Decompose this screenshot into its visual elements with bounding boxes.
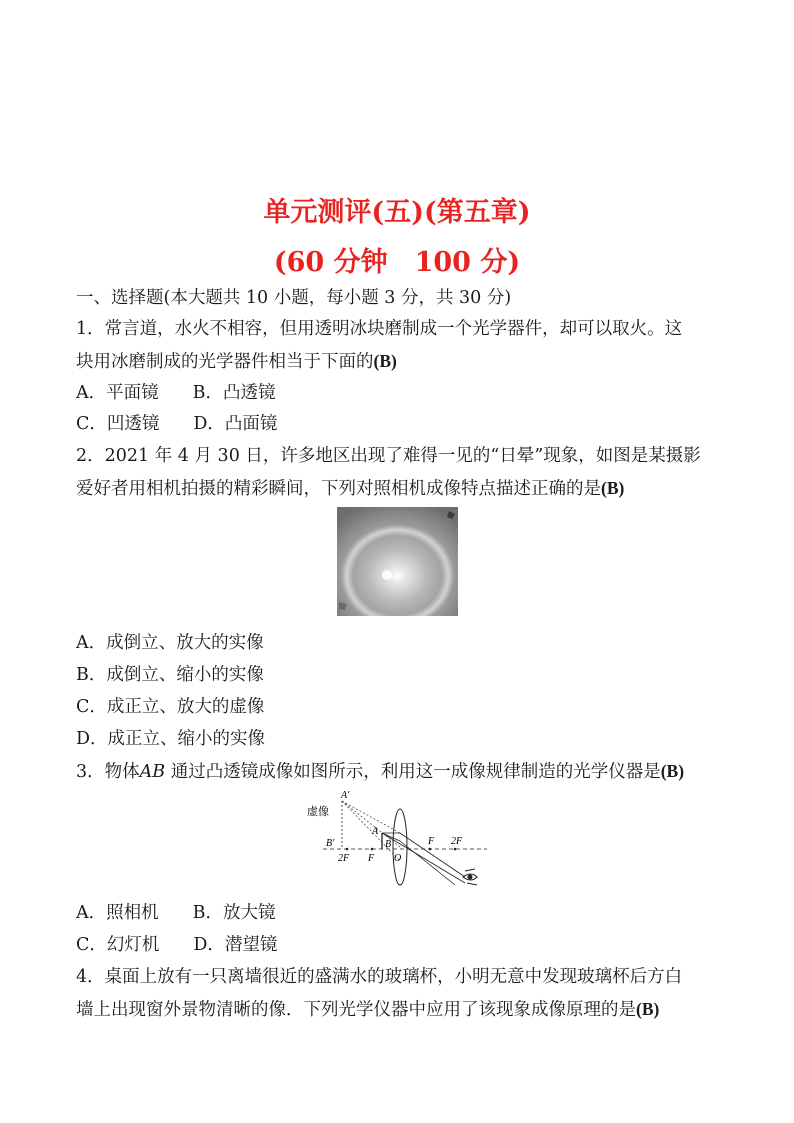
label-f-left: F [368,853,375,864]
q3-option-d: D．潜望镜 [193,935,278,955]
q2-option-c: C．成正立、放大的虚像 [76,697,265,717]
q1-line2-text: 块用冰磨制成的光学器件相当于下面的 [76,352,374,372]
q2-answer: (B) [601,478,625,498]
q2-option-a: A．成倒立、放大的实像 [76,633,264,653]
q1-line2 [76,350,397,373]
q2-option-d: D．成正立、缩小的实像 [76,729,266,749]
label-b: B [385,839,392,850]
page-subtitle: (60 分钟 100 分) [273,247,521,278]
q1-option-d: D．凸面镜 [193,414,278,434]
q3-option-a: A．照相机 [76,903,159,923]
label-virtual-image: 虚像 [307,805,329,818]
q3-options-row2 [76,934,277,956]
q4-line2-text: 墙上出现窗外景物清晰的像．下列光学仪器中应用了该现象成像原理的是 [76,1000,636,1020]
section-heading: 一、选择题(本大题共 10 小题，每小题 3 分，共 30 分) [76,288,512,308]
label-o: O [394,853,402,864]
label-b-prime: B′ [326,838,335,849]
q2-line2-text: 爱好者用相机拍摄的精彩瞬间，下列对照相机成像特点描述正确的是 [76,479,601,499]
q4-answer: (B) [636,999,660,1019]
q3-option-c: C．幻灯机 [76,935,160,955]
q1-option-b: B．凸透镜 [192,383,276,403]
q3-line1b-text: 通过凸透镜成像如图所示，利用这一成像规律制造的光学仪器是 [165,762,661,782]
label-2f-right: 2F [451,836,463,847]
label-a: A [372,826,379,837]
label-2f-left: 2F [338,853,350,864]
q3-line1-text: 3．物体 [76,762,140,782]
q2-line2 [76,477,624,500]
q3-option-b: B．放大镜 [192,903,276,923]
q2-option-b: B．成倒立、缩小的实像 [76,665,264,685]
q3-line1 [76,760,684,783]
q1-options-row1 [76,382,276,404]
page-title: 单元测评(五)(第五章) [263,197,531,228]
q3-options-row1 [76,902,276,924]
q1-options-row2 [76,413,277,435]
label-a-prime: A′ [341,790,350,801]
q4-line1: 4．桌面上放有一只离墙很近的盛满水的玻璃杯，小明无意中发现玻璃杯后方白 [76,967,683,987]
q1-option-c: C．凹透镜 [76,414,160,434]
q4-line2 [76,998,659,1021]
q1-answer: (B) [373,351,397,371]
q3-answer: (B) [660,761,685,781]
q1-line1: 1．常言道，水火不相容，但用透明冰块磨制成一个光学器件，却可以取火。这 [76,319,683,339]
convex-lens-diagram [305,785,490,890]
q2-line1: 2．2021 年 4 月 30 日，许多地区出现了难得一见的“日晕”现象，如图是某摄影 [76,446,701,466]
q3-ab: AB [139,762,166,782]
q1-option-a: A．平面镜 [76,383,159,403]
sun-halo-photo [337,507,458,616]
label-f-right: F [428,836,435,847]
